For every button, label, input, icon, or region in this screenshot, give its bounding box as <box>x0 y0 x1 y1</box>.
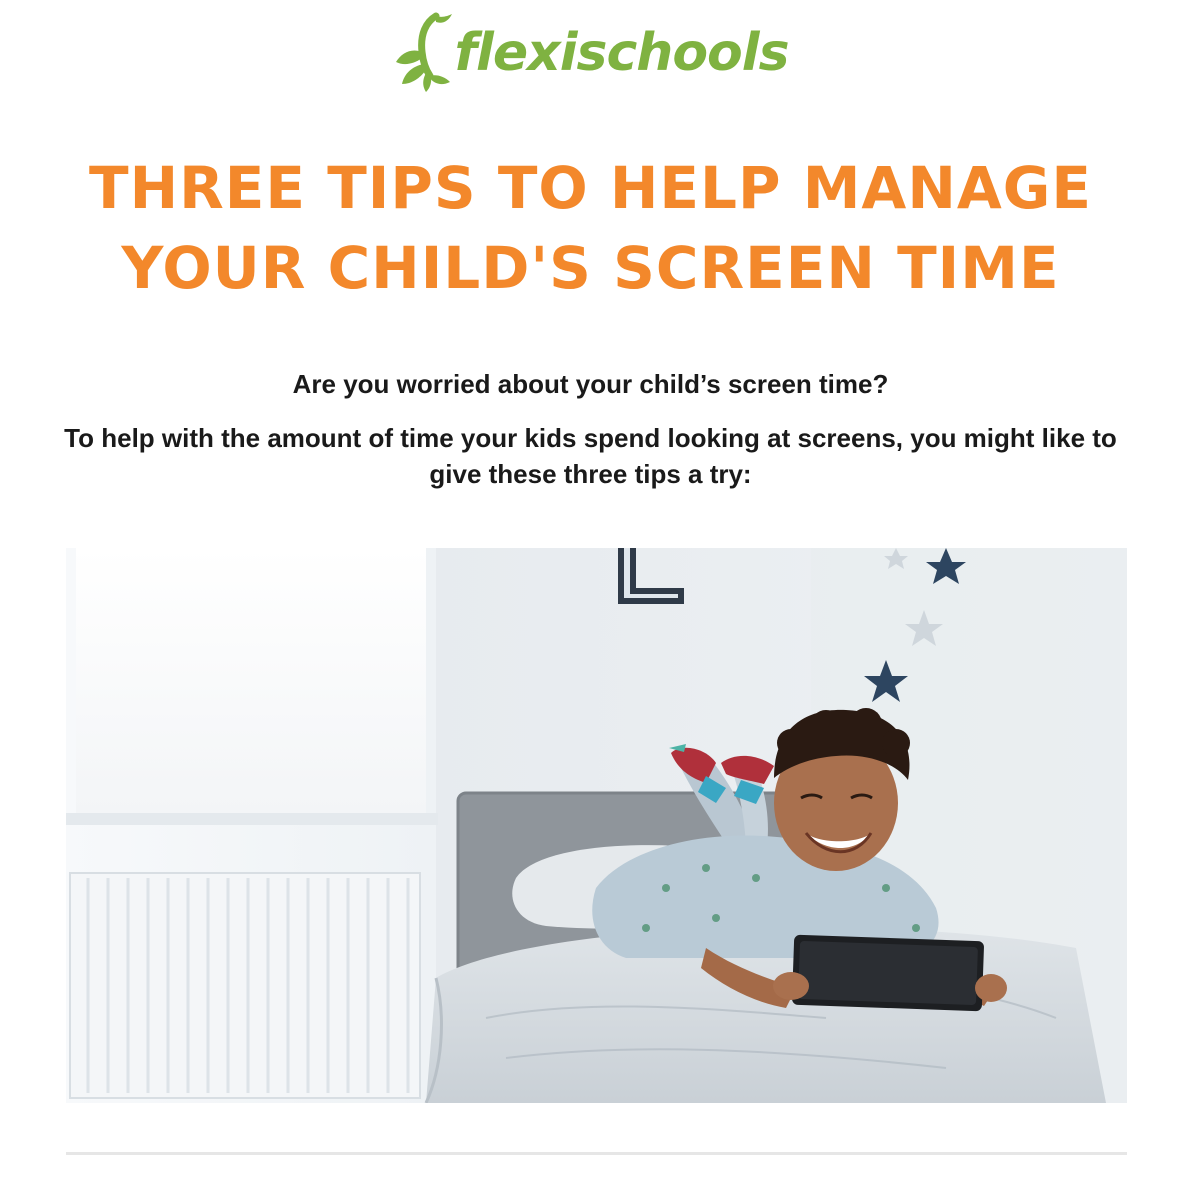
brand-header <box>0 8 1181 98</box>
hero-image <box>66 548 1127 1103</box>
leaf-logo-icon <box>392 12 456 94</box>
intro-question: Are you worried about your child’s screen time? <box>292 369 889 399</box>
intro-body: To help with the amount of time your kids spend looking at screens, you might like to give these three tips a try: <box>64 423 1117 489</box>
photo-boy-with-tablet-icon <box>66 548 1127 1103</box>
flexischools-logo[interactable] <box>392 12 788 94</box>
intro-text <box>60 366 1121 492</box>
page-title <box>0 148 1181 308</box>
title-line-1: THREE TIPS TO HELP MANAGE <box>89 154 1092 222</box>
brand-name: flexischools <box>454 23 789 83</box>
section-divider <box>66 1152 1127 1155</box>
title-line-2: YOUR CHILD'S SCREEN TIME <box>121 234 1060 302</box>
